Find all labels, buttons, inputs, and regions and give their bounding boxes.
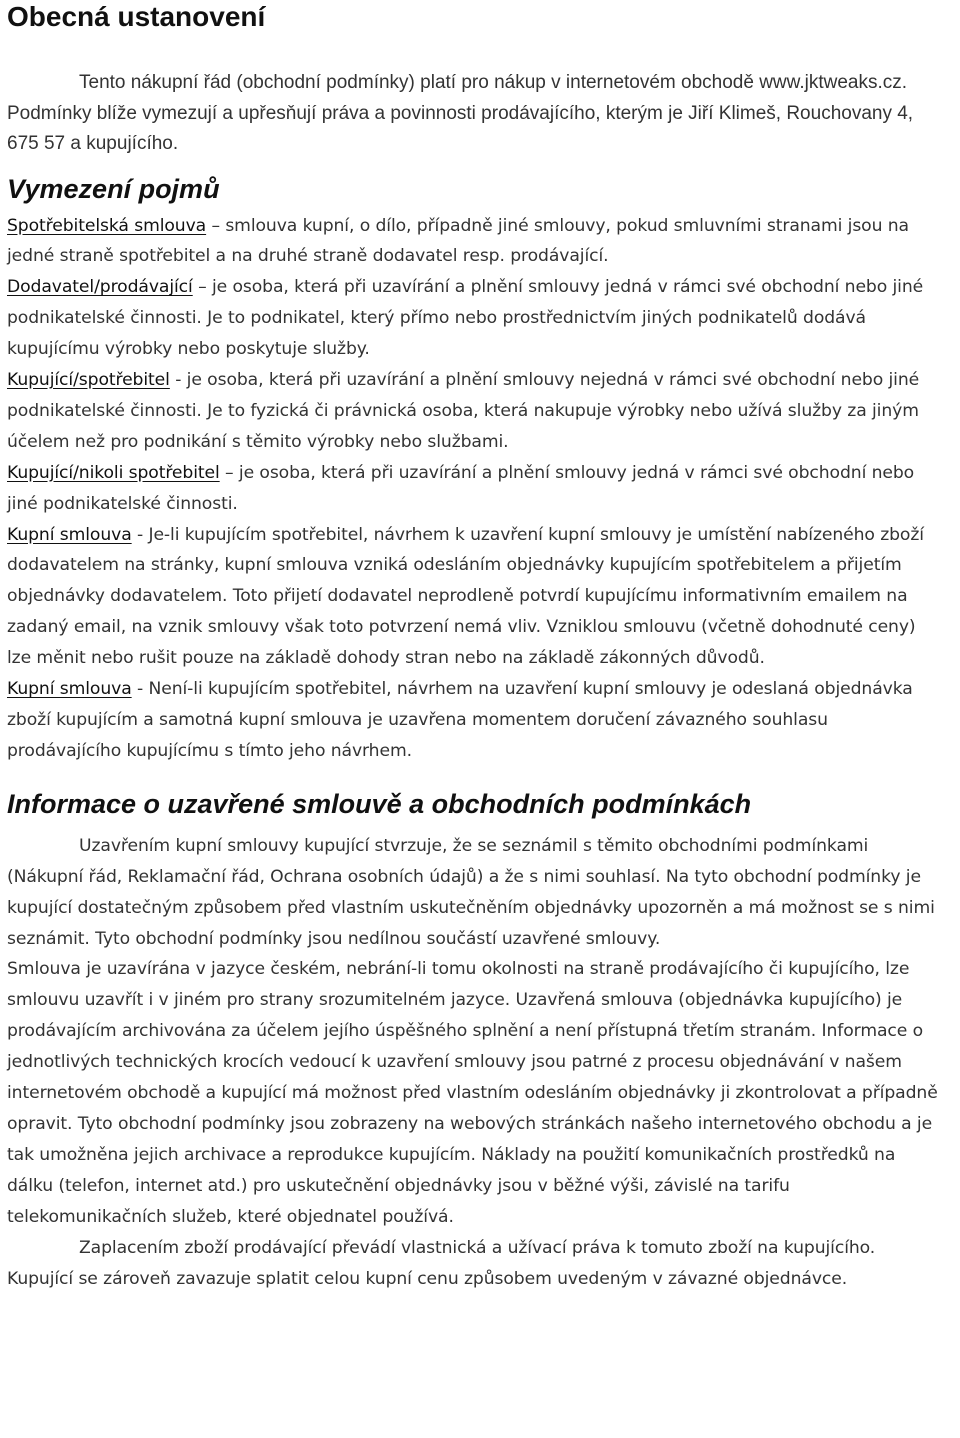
info-paragraph-3: Zaplacením zboží prodávající převádí vlastnická a užívací práva k tomuto zboží na kupujícího. Kupující se zároveň zavazuje splatit celou kupní cenu způsobem uvedeným v závazné objednávce. [7,1237,876,1289]
info-paragraph-1: Uzavřením kupní smlouvy kupující stvrzuje, že se seznámil s těmito obchodními podmínkami (Nákupní řád, Reklamační řád, Ochrana osobních údajů) a že s nimi souhlasí. Na tyto obchodní podmínky je kupující dostatečným způsobem před vlastním uskutečněním objednávky upozorněn a má možnost se s nimi seznámit. Tyto obchodní podmínky jsou nedílnou součástí uzavřené smlouvy. [7,835,935,949]
heading-contract-info: Informace o uzavřené smlouvě a obchodních podmínkách [7,788,752,819]
definition-term: Kupní smlouva [7,524,132,545]
heading-definitions: Vymezení pojmů [7,173,220,204]
definition-term: Dodavatel/prodávající [7,277,193,298]
definition-text: - Je-li kupujícím spotřebitel, návrhem k uzavření kupní smlouvy je umístění nabízeného zboží dodavatelem na stránky, kupní smlouva vzniká odesláním objednávky kupujícím spotřebitelem a přijetím objednávky dodavatelem. Toto přijetí dodavatel neprodleně potvrdí kupujícímu informativním emailem na zadaný email, na vznik smlouvy však toto potvrzení nemá vliv. Vzniklou smlouvu (včetně dohodnuté ceny) lze měnit nebo rušit pouze na základě dohody stran nebo na základě zákonných důvodů. [7,524,924,669]
definition-text: – je osoba, která při uzavírání a plnění smlouvy jedná v rámci své obchodní nebo jiné podnikatelské činnosti. [7,462,915,514]
definitions-list [7,211,942,767]
definition-term: Kupující/spotřebitel [7,370,170,391]
definition-term: Kupní smlouva [7,679,132,700]
info-paragraph-2: Smlouva je uzavírána v jazyce českém, nebrání-li tomu okolnosti na straně prodávajícího či kupujícího, lze smlouvu uzavřít i v jiném pro strany srozumitelném jazyce. Uzavřená smlouva (objednávka kupujícího) je prodávajícím archivována za účelem jejího úspěšného splnění a není přístupná třetím stranám. Informace o jednotlivých technických krocích vedoucí k uzavření smlouvy jsou patrné z procesu objednávání v našem internetovém obchodě a kupující má možnost před vlastním odesláním objednávky ji zkontrolovat a případně opravit. Tyto obchodní podmínky jsou zobrazeny na webových stránkách našeho internetového obchodu a je tak umožněna jejich archivace a reprodukce kupujícím. Náklady na použití komunikačních prostředků na dálku (telefon, internet atd.) pro uskutečnění objednávky jsou v běžné výši, závislé na tarifu telekomunikačních služeb, které objednatel používá. [7,959,938,1227]
definition-item [7,520,942,675]
intro-paragraph: Tento nákupní řád (obchodní podmínky) platí pro nákup v internetovém obchodě www.jktweaks.cz. Podmínky blíže vymezují a upřesňují práva a povinnosti prodávajícího, kterým je Jiří Klimeš, Rouchovany 4, 675 57 a kupujícího. [7,72,914,154]
definition-term: Kupující/nikoli spotřebitel [7,462,220,483]
definition-item [7,211,942,273]
definition-text: – smlouva kupní, o dílo, případně jiné smlouvy, pokud smluvními stranami jsou na jedné straně spotřebitel a na druhé straně dodavatel resp. prodávající. [7,215,909,267]
definition-item [7,365,942,458]
definition-text: – je osoba, která při uzavírání a plnění smlouvy jedná v rámci své obchodní nebo jiné podnikatelské činnosti. Je to podnikatel, který přímo nebo prostřednictvím jiných podnikatelů dodává kupujícímu výrobky nebo poskytuje služby. [7,277,924,360]
heading-general-provisions: Obecná ustanovení [7,1,266,32]
definition-item [7,458,942,520]
definition-text: - je osoba, která při uzavírání a plnění smlouvy nejedná v rámci své obchodní nebo jiné podnikatelské činnosti. Je to fyzická či právnická osoba, která nakupuje výrobky nebo užívá služby za jiným účelem než pro podnikání s těmito výrobky nebo službami. [7,370,920,452]
definition-term: Spotřebitelská smlouva [7,215,207,236]
definition-item [7,674,942,767]
definition-text: - Není-li kupujícím spotřebitel, návrhem na uzavření kupní smlouvy je odeslaná objednávka zboží kupujícím a samotná kupní smlouva je uzavřena momentem doručení závazného souhlasu prodávajícího kupujícímu s tímto jeho návrhem. [7,679,913,761]
definition-item [7,272,942,365]
